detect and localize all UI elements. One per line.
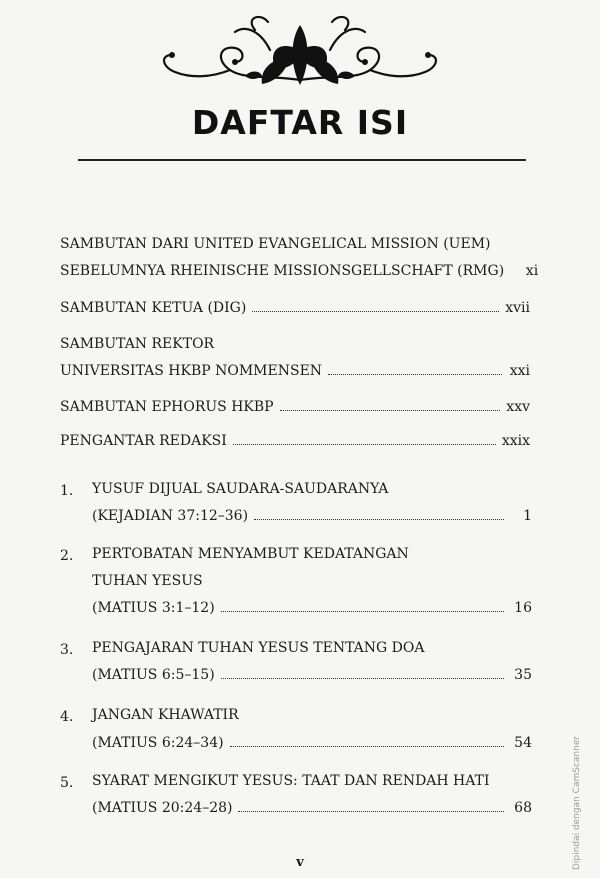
chapter-3-ref (92, 666, 532, 684)
chapter-2-title-line2 (92, 572, 532, 590)
leader-dots (280, 409, 501, 411)
chapter-ref: (MATIUS 6:5–15) (92, 667, 215, 683)
entry-text: UNIVERSITAS HKBP NOMMENSEN (60, 363, 323, 379)
chapter-1-title (92, 480, 532, 498)
entry-text: PENGANTAR REDAKSI (60, 433, 227, 449)
chapter-number: 2. (60, 548, 74, 564)
entry-text: SAMBUTAN DARI UNITED EVANGELICAL MISSION (UEM) (60, 236, 491, 252)
chapter-title: JANGAN KHAWATIR (92, 707, 239, 723)
chapter-number: 4. (60, 709, 74, 725)
chapter-2-title (92, 545, 532, 563)
leader-dots (252, 310, 499, 312)
entry-text: SAMBUTAN EPHORUS HKBP (60, 399, 274, 415)
toc-entry-redaksi (60, 432, 530, 450)
chapter-3-title (92, 639, 532, 657)
scanner-watermark (572, 700, 592, 870)
chapter-5-title (92, 772, 532, 790)
toc-entry-rektor (60, 362, 530, 380)
chapter-title: TUHAN YESUS (92, 573, 203, 589)
entry-page: xxi (509, 363, 530, 379)
chapter-ref: (MATIUS 20:24–28) (92, 800, 233, 816)
chapter-4-ref (92, 734, 532, 752)
chapter-title: PERTOBATAN MENYAMBUT KEDATANGAN (92, 546, 409, 562)
leader-dots (221, 677, 504, 679)
toc-entry-rektor-line1 (60, 335, 530, 353)
chapter-ref: (MATIUS 3:1–12) (92, 600, 215, 616)
chapter-page: 54 (514, 735, 532, 751)
page-title: DAFTAR ISI (191, 103, 409, 142)
chapter-title: PENGAJARAN TUHAN YESUS TENTANG DOA (92, 640, 425, 656)
chapter-page: 35 (514, 667, 532, 683)
leader-dots (230, 745, 504, 747)
chapter-page: 16 (514, 600, 532, 616)
toc-entry-ephorus (60, 398, 530, 416)
chapter-title: SYARAT MENGIKUT YESUS: TAAT DAN RENDAH HATI (92, 773, 490, 789)
chapter-number: 5. (60, 775, 74, 791)
leader-dots (221, 610, 504, 612)
chapter-ref: (KEJADIAN 37:12–36) (92, 508, 249, 524)
leader-dots (328, 373, 502, 375)
chapter-4-title (92, 706, 532, 724)
entry-page: xxix (501, 433, 530, 449)
floral-ornament-icon (150, 10, 450, 95)
entry-page: xi (525, 263, 539, 279)
chapter-2-ref (92, 599, 532, 617)
leader-dots (233, 443, 496, 445)
leader-dots (238, 810, 504, 812)
entry-page: xxv (506, 399, 530, 415)
entry-text: SAMBUTAN REKTOR (60, 336, 215, 352)
chapter-number: 1. (60, 483, 74, 499)
entry-text: SEBELUMNYA RHEINISCHE MISSIONSGELLSCHAFT (RMG) (60, 263, 505, 279)
chapter-title: YUSUF DIJUAL SAUDARA-SAUDARANYA (92, 481, 389, 497)
toc-entry-uem (60, 262, 539, 280)
watermark-text: Dipindai dengan CamScanner (572, 735, 582, 870)
chapter-page: 1 (523, 508, 532, 524)
entry-text: SAMBUTAN KETUA (DIG) (60, 300, 247, 316)
chapter-ref: (MATIUS 6:24–34) (92, 735, 224, 751)
page-number: v (296, 855, 304, 870)
chapter-5-ref (92, 799, 532, 817)
chapter-page: 68 (514, 800, 532, 816)
chapter-number: 3. (60, 642, 74, 658)
leader-dots (254, 518, 504, 520)
toc-entry-ketua (60, 299, 530, 317)
toc-entry-uem-line1 (60, 235, 530, 253)
title-divider (78, 159, 526, 161)
chapter-1-ref (92, 507, 532, 525)
entry-page: xvii (505, 300, 530, 316)
